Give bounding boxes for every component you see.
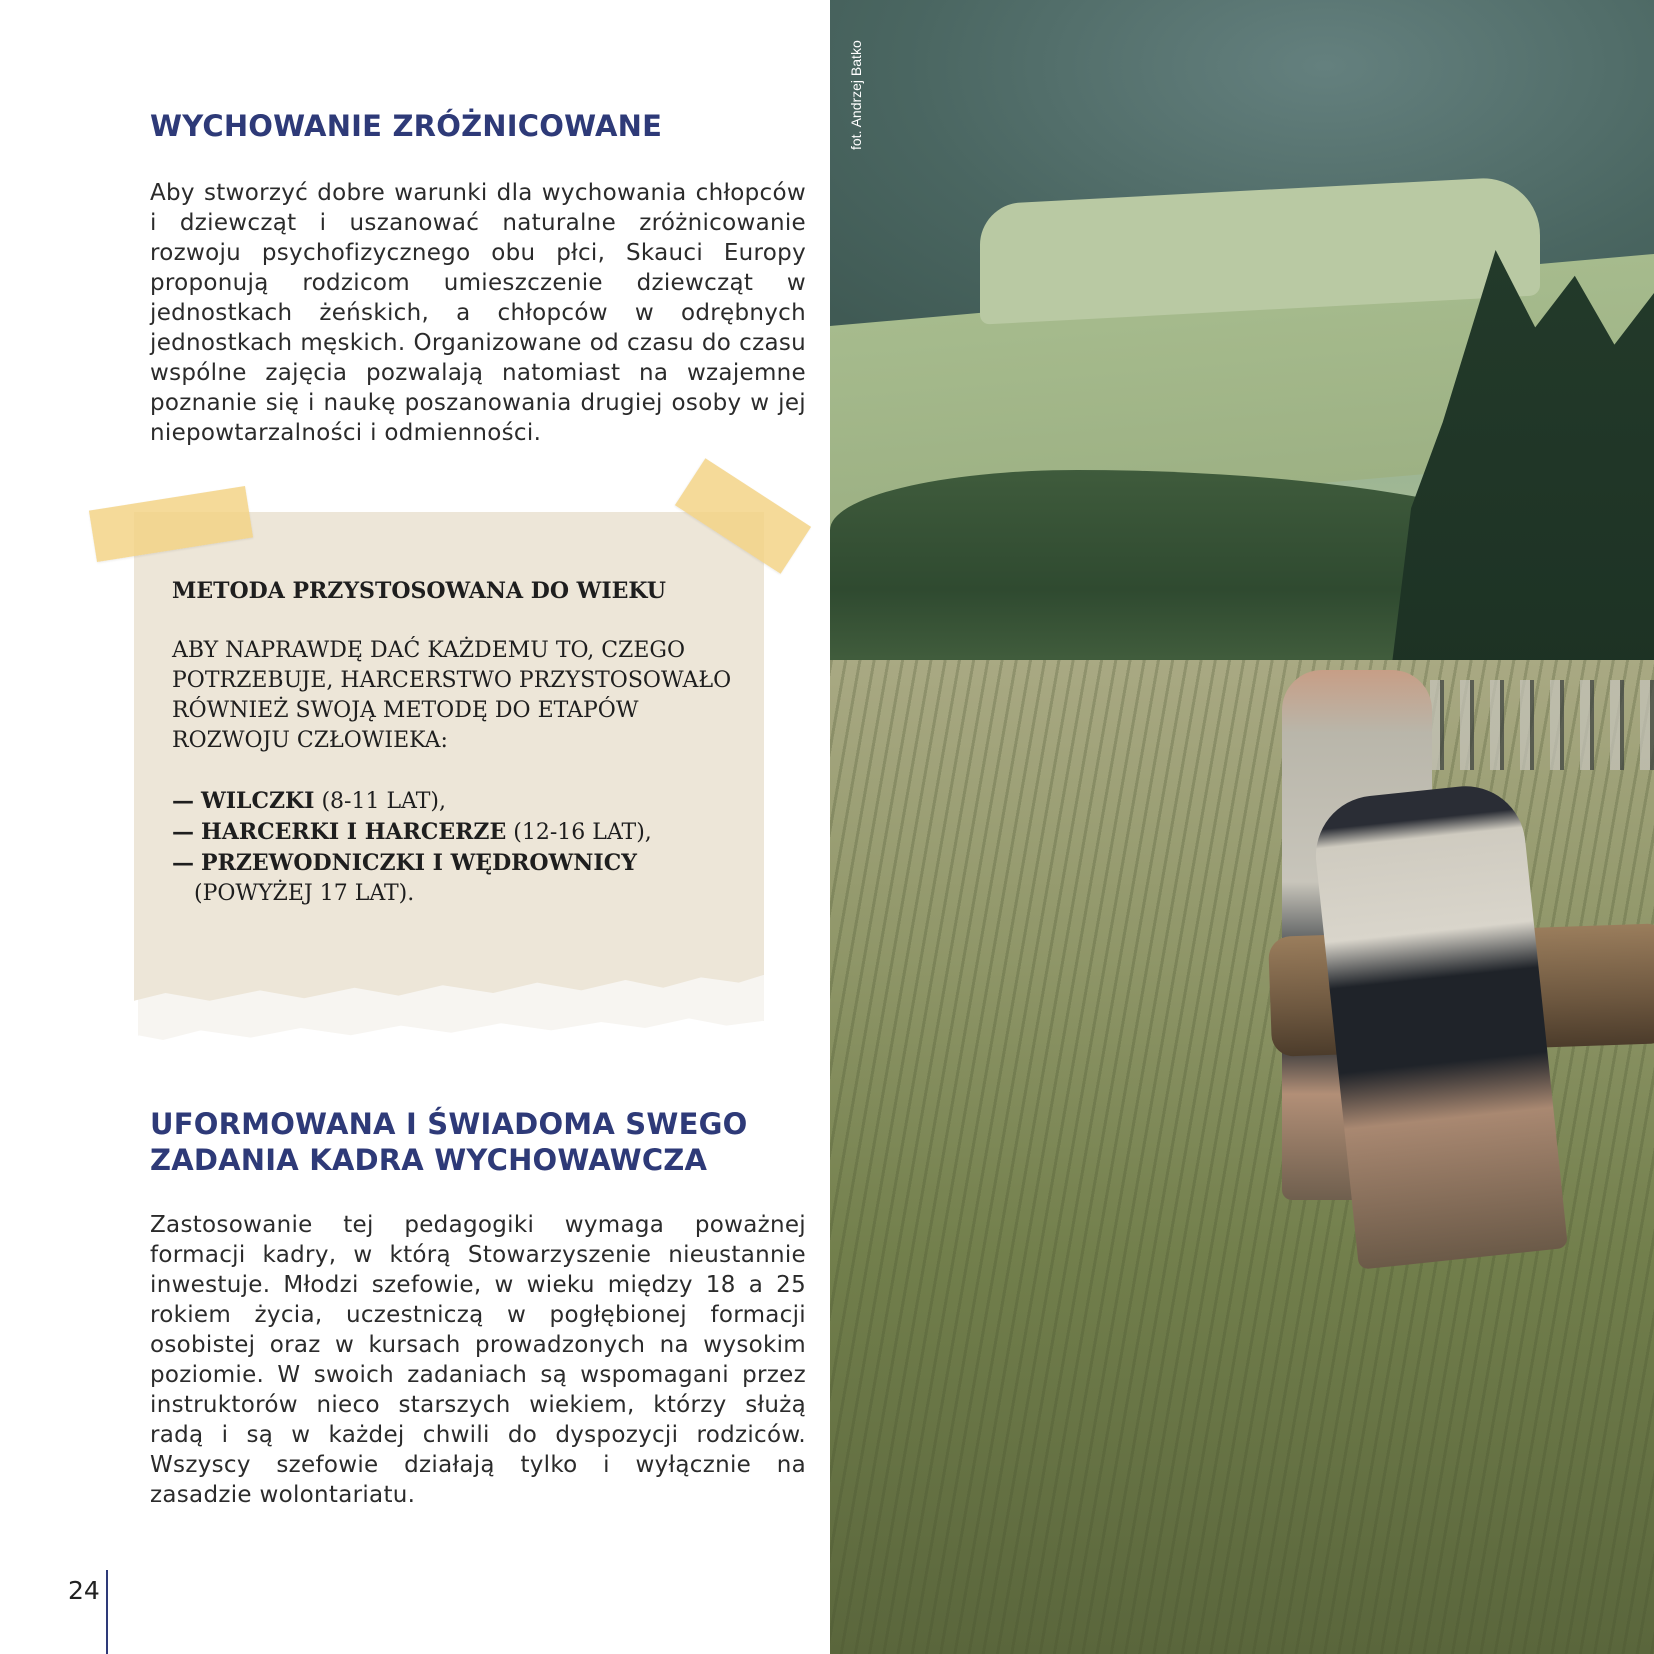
list-item: — WILCZKI (8-11 LAT), [172, 788, 446, 814]
page-number: 24 [68, 1576, 100, 1605]
section-paragraph-trained-staff: Zastosowanie tej pedagogiki wymaga poważnej formacji kadry, w którą Stowarzyszenie nieustannie inwestuje. Młodzi szefowie, w wieku między 18 a 25 rokiem życia, uczestniczą w pogłębionej formacji osobistej oraz w kursach prowadzonych na wysokim poziomie. W swoich zadaniach są wspomagani przez instruktorów nieco starszych wiekiem, którzy służą radą i są w każdej chwili do dyspozycji rodziców. Wszyscy szefowie działają tylko i wyłącznie na zasadzie wolontariatu. [150, 1212, 806, 1508]
section-paragraph-diverse-upbringing: Aby stworzyć dobre warunki dla wychowania chłopców i dziewcząt i uszanować naturalne zróżnicowanie rozwoju psychofizycznego obu płci, Skauci Europy proponują rodzicom umieszczenie dziewcząt w jednostkach żeńskich, a chłopców w odrębnych jednostkach męskich. Organizowane od czasu do czasu wspólne zajęcia pozwalają natomiast na wzajemne poznanie się i naukę poszanowania drugiej osoby w jej niepowtarzalności i odmienności. [150, 180, 806, 446]
page-number-rule [106, 1570, 108, 1654]
group-name: PRZEWODNICZKI I WĘDROWNICY [201, 850, 637, 876]
group-age: (12-16 LAT), [506, 820, 652, 845]
list-item-continuation: (POWYŻEJ 17 LAT). [194, 881, 415, 906]
group-name: WILCZKI [201, 788, 315, 814]
section-heading-diverse-upbringing: WYCHOWANIE ZRÓŻNICOWANE [150, 109, 663, 143]
age-groups-list [172, 786, 762, 909]
list-item: — PRZEWODNICZKI I WĘDROWNICY [172, 850, 637, 876]
list-item: — HARCERKI I HARCERZE (12-16 LAT), [172, 819, 652, 845]
group-age: (8-11 LAT), [314, 789, 446, 814]
group-name: HARCERKI I HARCERZE [201, 819, 507, 845]
note-title: METODA PRZYSTOSOWANA DO WIEKU [172, 578, 666, 604]
photo-credit: fot. Andrzej Batko [848, 40, 864, 150]
note-body: ABY NAPRAWDĘ DAĆ KAŻDEMU TO, CZEGO POTRZEBUJE, HARCERSTWO PRZYSTOSOWAŁO RÓWNIEŻ SWOJĄ METODĘ DO ETAPÓW ROZWOJU CZŁOWIEKA: [172, 638, 732, 753]
photo-scouts-carrying-log [830, 0, 1654, 1654]
section-heading-trained-staff: UFORMOWANA I ŚWIADOMA SWEGO ZADANIA KADRA WYCHOWAWCZA [150, 1107, 748, 1177]
